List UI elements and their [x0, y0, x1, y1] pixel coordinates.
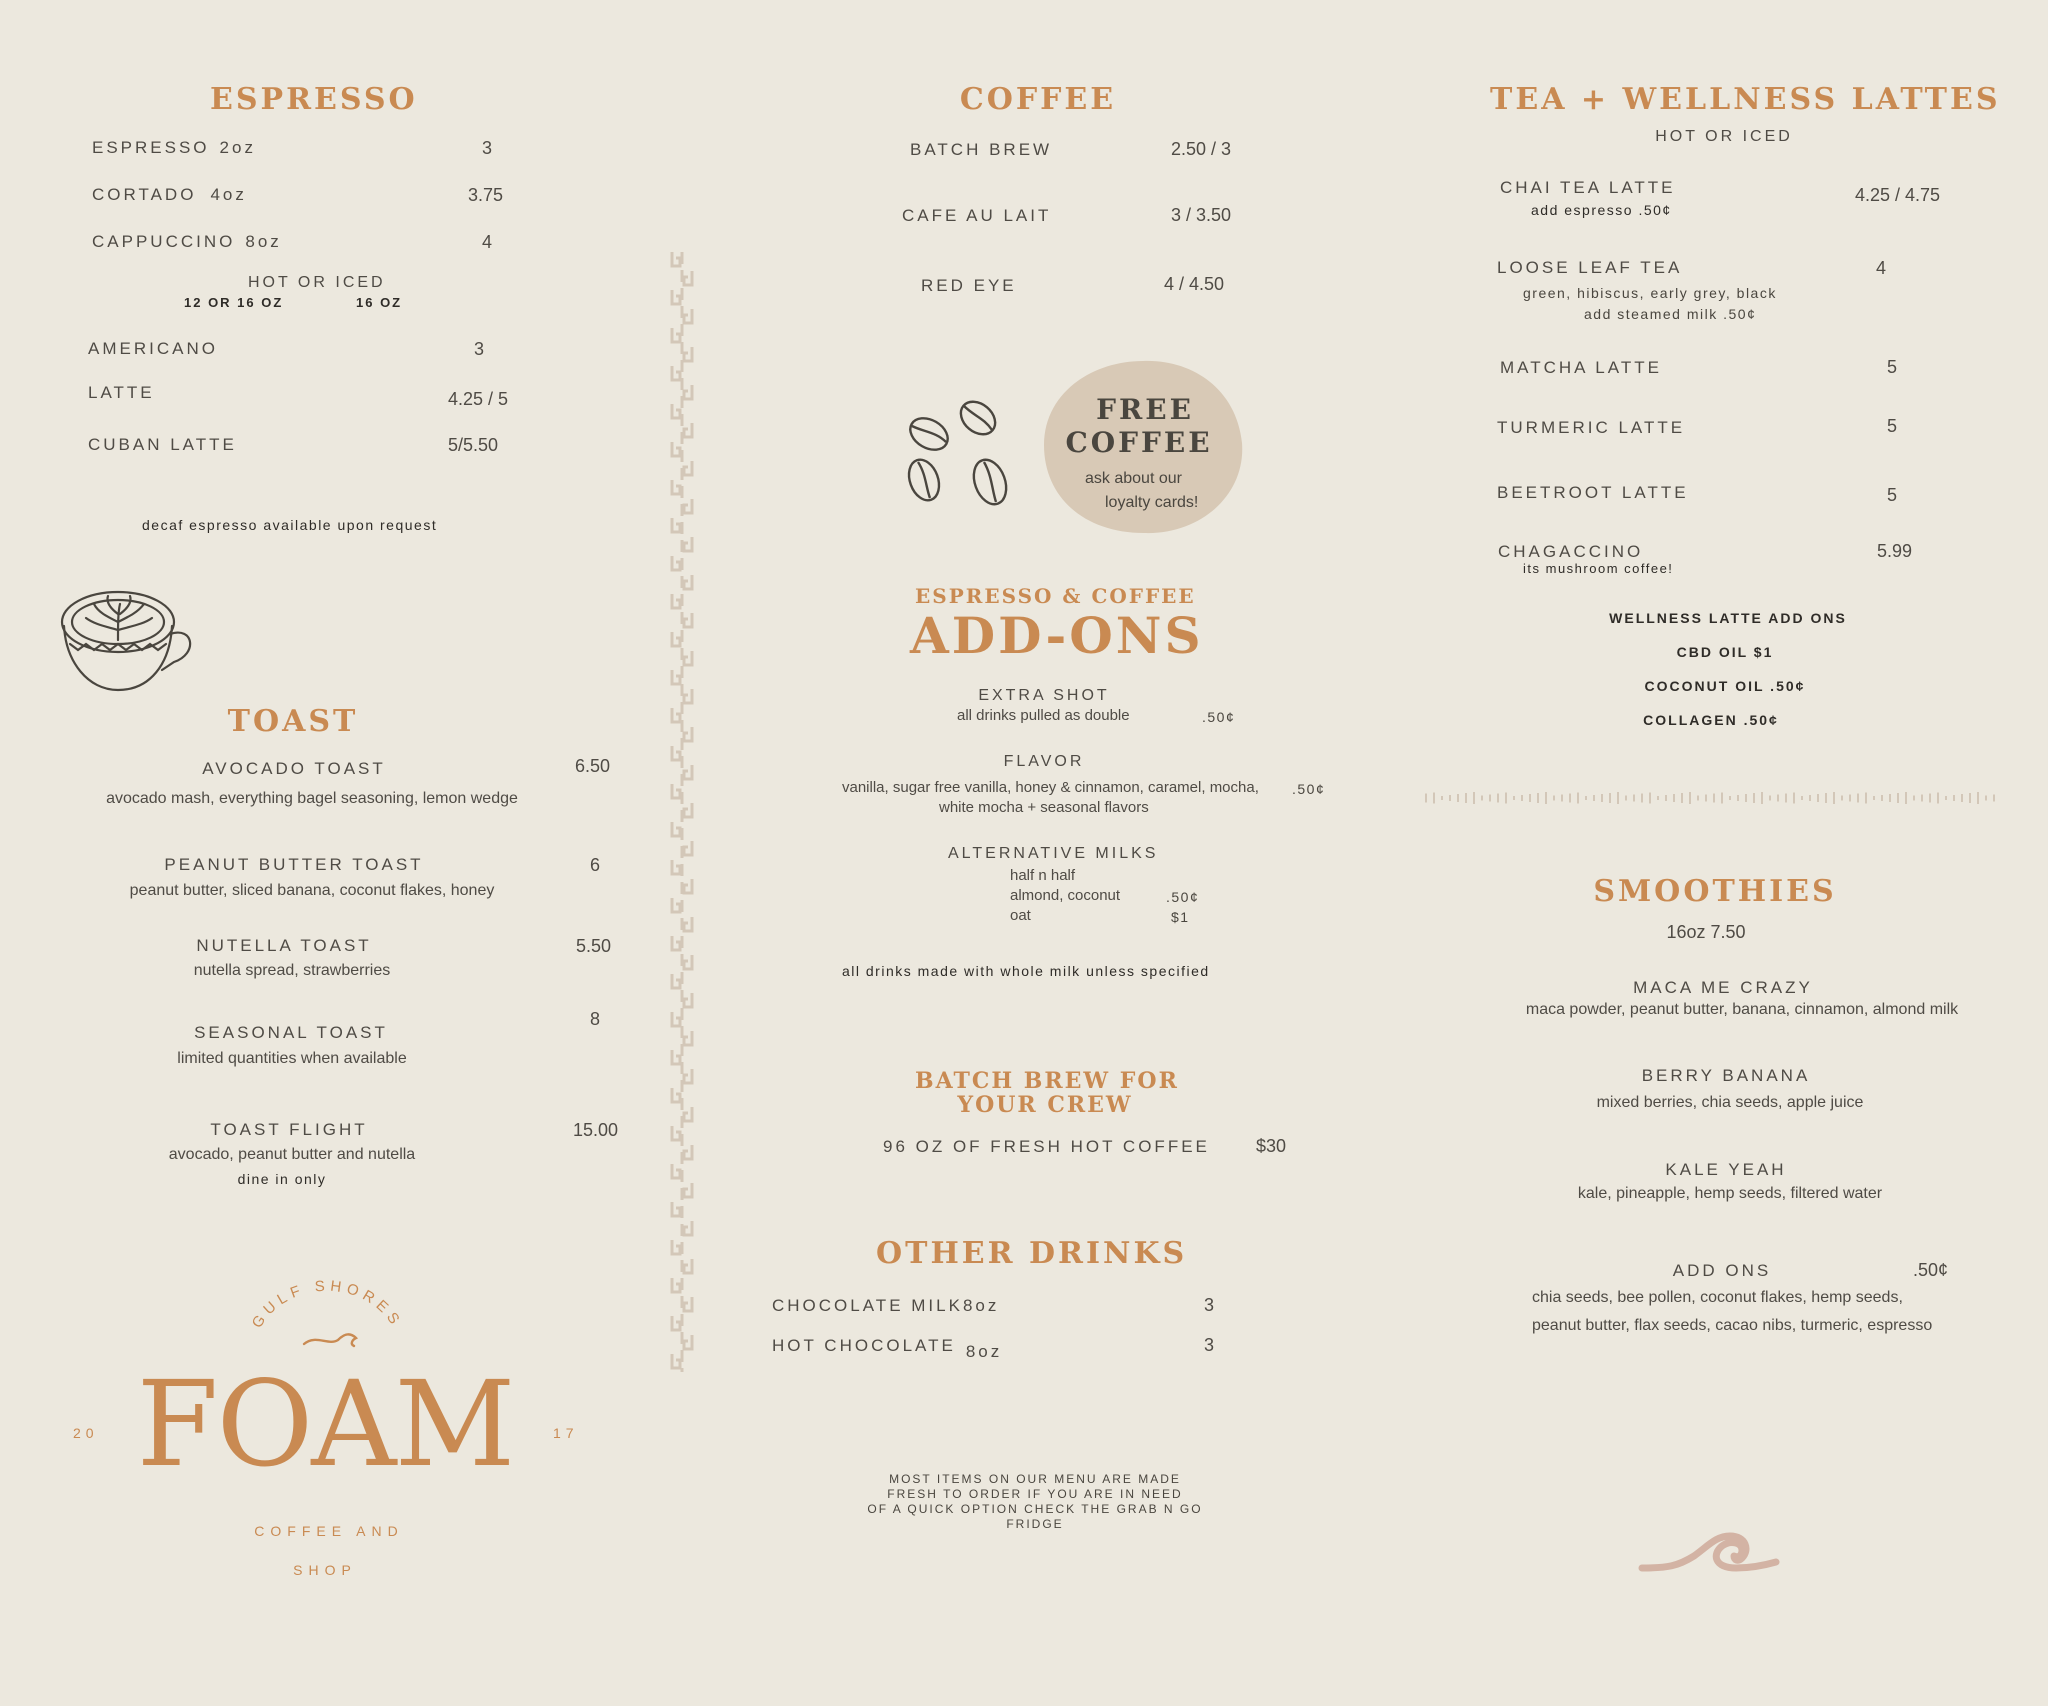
toast-flight-price: 15.00 [573, 1120, 619, 1140]
seasonal-toast-price: 8 [590, 1009, 601, 1029]
flavor-desc1: vanilla, sugar free vanilla, honey & cinnamon, caramel, mocha, [842, 779, 1259, 796]
batch-brew-price: 2.50 / 3 [1171, 139, 1232, 159]
coffee-title: COFFEE [959, 82, 1117, 117]
decaf-note: decaf espresso available upon request [142, 517, 438, 533]
peanut-butter-toast-price: 6 [590, 855, 601, 875]
latte-item-name: LATTE [88, 383, 155, 402]
nutella-toast-name: NUTELLA TOAST [196, 936, 372, 955]
smoothie-addons-price: .50¢ [1913, 1260, 1949, 1280]
maca-name: MACA ME CRAZY [1633, 978, 1813, 997]
alt-milks-label: ALTERNATIVE MILKS [948, 845, 1159, 862]
beetroot-price: 5 [1887, 485, 1898, 505]
footer-note-line1: MOST ITEMS ON OUR MENU ARE MADE [889, 1472, 1181, 1486]
free-coffee-line2: COFFEE [1065, 426, 1213, 459]
americano-item-name: AMERICANO [88, 339, 218, 358]
addons-title: ADD-ONS [910, 606, 1204, 665]
smoothies-title: SMOOTHIES [1593, 874, 1837, 909]
avocado-toast-desc: avocado mash, everything bagel seasoning, lemon wedge [106, 790, 518, 807]
cappuccino-item-price: 4 [482, 232, 493, 252]
logo-sub-shop: SHOP [293, 1562, 357, 1578]
chai-sub: add espresso .50¢ [1531, 202, 1672, 218]
year-right: 17 [553, 1425, 579, 1441]
chagaccino-price: 5.99 [1877, 541, 1913, 561]
avocado-toast-name: AVOCADO TOAST [202, 759, 386, 778]
footer-note-line4: FRIDGE [1006, 1517, 1064, 1531]
size-left-label: 12 OR 16 OZ [184, 295, 284, 310]
cafe-au-lait-name: CAFE AU LAIT [902, 206, 1052, 225]
smoothie-addons-desc1: chia seeds, bee pollen, coconut flakes, hemp seeds, [1532, 1289, 1903, 1306]
smoothies-subtitle: 16oz 7.50 [1666, 922, 1746, 942]
nutella-toast-price: 5.50 [576, 936, 612, 956]
maca-desc: maca powder, peanut butter, banana, cinnamon, almond milk [1525, 1001, 1959, 1018]
addons-kicker: ESPRESSO & COFFEE [915, 584, 1196, 608]
extra-shot-desc: all drinks pulled as double [957, 707, 1130, 724]
flavor-price: .50¢ [1292, 781, 1326, 797]
dine-in-note: dine in only [237, 1171, 327, 1187]
milk-2-price: .50¢ [1166, 889, 1200, 905]
latte-item-price: 4.25 / 5 [448, 389, 509, 409]
free-coffee-sub2: loyalty cards! [1105, 494, 1199, 511]
matcha-name: MATCHA LATTE [1500, 358, 1662, 377]
peanut-butter-toast-name: PEANUT BUTTER TOAST [164, 855, 424, 874]
turmeric-price: 5 [1887, 416, 1898, 436]
loose-leaf-name: LOOSE LEAF TEA [1497, 258, 1683, 277]
cappuccino-item-name: CAPPUCCINO 8oz [92, 232, 282, 251]
chai-name: CHAI TEA LATTE [1500, 178, 1676, 197]
wave-icon [1638, 1528, 1780, 1578]
svg-text:GULF SHORES: GULF SHORES [248, 1277, 406, 1332]
espresso-item-price: 3 [482, 138, 493, 158]
coffee-beans-icon [898, 390, 1018, 515]
cuban-latte-item-price: 5/5.50 [448, 435, 499, 455]
red-eye-name: RED EYE [921, 276, 1017, 295]
footer-note-line2: FRESH TO ORDER IF YOU ARE IN NEED [887, 1487, 1183, 1501]
batch-brew-name: BATCH BREW [910, 140, 1053, 159]
americano-item-price: 3 [474, 339, 485, 359]
wellness-addon-2: COCONUT OIL .50¢ [1644, 678, 1806, 694]
gulf-shores-arc [232, 1270, 422, 1360]
size-right-label: 16 OZ [356, 295, 403, 310]
chagaccino-name: CHAGACCINO [1498, 542, 1644, 561]
chocolate-milk-price: 3 [1204, 1295, 1215, 1315]
flavor-label: FLAVOR [1003, 753, 1085, 770]
berry-banana-desc: mixed berries, chia seeds, apple juice [1596, 1094, 1864, 1111]
wellness-title: WELLNESS LATTE ADD ONS [1609, 610, 1847, 626]
smoothie-addons-desc2: peanut butter, flax seeds, cacao nibs, turmeric, espresso [1532, 1317, 1933, 1334]
cuban-latte-item-name: CUBAN LATTE [88, 435, 237, 454]
horizontal-divider [1424, 788, 2004, 808]
nutella-toast-desc: nutella spread, strawberries [193, 962, 391, 979]
espresso-title: ESPRESSO [210, 82, 418, 117]
milk-1: half n half [1010, 867, 1076, 884]
milk-3-price: $1 [1171, 909, 1190, 925]
tea-title: TEA + WELLNESS LATTES [1490, 82, 2001, 117]
hot-chocolate-price: 3 [1204, 1335, 1215, 1355]
foam-wordmark: FOAM [136, 1355, 514, 1493]
toast-title: TOAST [227, 704, 359, 739]
kale-yeah-desc: kale, pineapple, hemp seeds, filtered water [1577, 1185, 1883, 1202]
toast-flight-desc: avocado, peanut butter and nutella [168, 1146, 416, 1163]
other-drinks-title: OTHER DRINKS [876, 1236, 1188, 1271]
year-left: 20 [73, 1425, 99, 1441]
loose-leaf-price: 4 [1876, 258, 1887, 278]
wellness-addon-3: COLLAGEN .50¢ [1643, 712, 1779, 728]
batch-crew-title2: YOUR CREW [957, 1092, 1133, 1118]
loose-leaf-sub1: green, hibiscus, early grey, black [1523, 285, 1777, 301]
logo-sub-coffee-and: COFFEE AND [254, 1523, 404, 1539]
whole-milk-note: all drinks made with whole milk unless specified [842, 963, 1210, 979]
footer-note-line3: OF A QUICK OPTION CHECK THE GRAB N GO [867, 1502, 1203, 1516]
batch-crew-price: $30 [1256, 1136, 1287, 1156]
milk-2: almond, coconut [1010, 887, 1121, 904]
cortado-item-name: CORTADO 4oz [92, 185, 247, 204]
batch-crew-title1: BATCH BREW FOR [915, 1068, 1179, 1094]
peanut-butter-toast-desc: peanut butter, sliced banana, coconut flakes, honey [129, 882, 495, 899]
hot-chocolate-name: HOT CHOCOLATE 8oz [772, 1336, 1003, 1361]
espresso-item-name: ESPRESSO 2oz [92, 138, 256, 157]
hot-or-iced-label: HOT OR ICED [248, 274, 386, 291]
matcha-price: 5 [1887, 357, 1898, 377]
cortado-item-price: 3.75 [468, 185, 504, 205]
free-coffee-sub1: ask about our [1085, 470, 1182, 487]
chai-price: 4.25 / 4.75 [1855, 185, 1941, 205]
toast-flight-name: TOAST FLIGHT [210, 1120, 368, 1139]
red-eye-price: 4 / 4.50 [1164, 274, 1225, 294]
seasonal-toast-name: SEASONAL TOAST [194, 1023, 388, 1042]
kale-yeah-name: KALE YEAH [1665, 1160, 1787, 1179]
milk-3: oat [1010, 907, 1031, 924]
coffee-cup-icon [58, 582, 198, 696]
batch-crew-item: 96 OZ OF FRESH HOT COFFEE [883, 1137, 1210, 1156]
chagaccino-sub: its mushroom coffee! [1523, 561, 1674, 576]
tea-subtitle: HOT OR ICED [1655, 128, 1793, 145]
chocolate-milk-name: CHOCOLATE MILK8oz [772, 1296, 1000, 1315]
extra-shot-price: .50¢ [1202, 709, 1236, 725]
turmeric-name: TURMERIC LATTE [1497, 418, 1686, 437]
beetroot-name: BEETROOT LATTE [1497, 483, 1689, 502]
free-coffee-line1: FREE [1096, 393, 1194, 426]
avocado-toast-price: 6.50 [575, 756, 611, 776]
cafe-au-lait-price: 3 / 3.50 [1171, 205, 1232, 225]
smoothie-addons-title: ADD ONS [1672, 1261, 1772, 1280]
berry-banana-name: BERRY BANANA [1641, 1066, 1811, 1085]
extra-shot-label: EXTRA SHOT [978, 687, 1110, 704]
vertical-divider [670, 252, 694, 1372]
loose-leaf-sub2: add steamed milk .50¢ [1584, 306, 1757, 322]
seasonal-toast-desc: limited quantities when available [177, 1050, 407, 1067]
wellness-addon-1: CBD OIL $1 [1676, 644, 1774, 660]
flavor-desc2: white mocha + seasonal flavors [939, 799, 1149, 816]
